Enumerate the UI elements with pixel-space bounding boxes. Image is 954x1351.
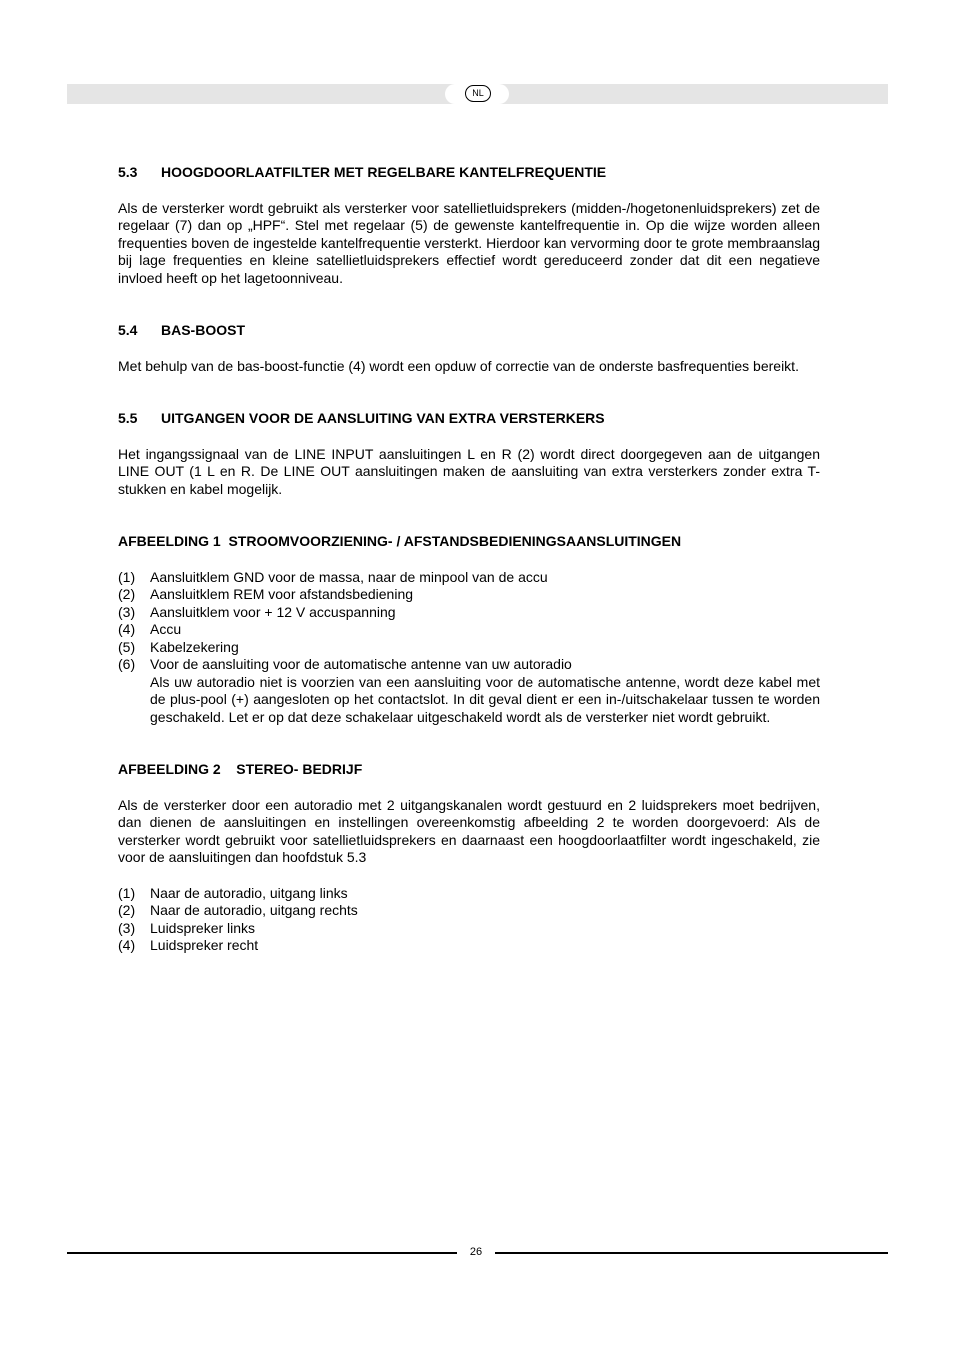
- list-item: [118, 604, 820, 622]
- item-text: Aansluitklem GND voor de massa, naar de minpool van de accu: [150, 568, 548, 585]
- item-note: Als uw autoradio niet is voorzien van een aansluiting voor de automatische antenne, wordt deze kabel met de plus-pool (+) aangesloten op het contactslot. In dit geval dient er een in-/uitschakelaar tussen te worden geschakeld. Let er op dat deze schakelaar uitgeschakeld wordt als de versterker niet wordt gebruikt.: [150, 673, 820, 725]
- language-badge: NL: [465, 85, 491, 102]
- section-heading-5-5: [118, 410, 820, 428]
- item-number: (4): [118, 621, 136, 637]
- section-heading-5-3: [118, 164, 820, 182]
- footer-rule-left: [67, 1252, 457, 1254]
- list-item: [118, 902, 820, 920]
- item-text: Accu: [150, 621, 182, 637]
- item-number: (3): [118, 603, 136, 620]
- section-title: UITGANGEN VOOR DE AANSLUITING VAN EXTRA VERSTERKERS: [161, 410, 605, 426]
- section-body-5-4: Met behulp van de bas-boost-functie (4) wordt een opduw of correctie van de onderste basfrequenties bereikt.: [118, 357, 799, 374]
- item-text: Naar de autoradio, uitgang links: [150, 884, 348, 901]
- footer-rule-right: [495, 1252, 888, 1254]
- section-body-5-5: Het ingangssignaal van de LINE INPUT aansluitingen L en R (2) wordt direct doorgegeven aan de uitgangen LINE OUT (1 L en R. De LINE OUT aansluitingen maken de aansluiting van extra versterkers zonder extra T-stukken en kabel mogelijk.: [118, 445, 820, 497]
- item-number: (1): [118, 568, 136, 585]
- item-number: (2): [118, 586, 136, 602]
- list-item: [118, 639, 820, 657]
- list-item: [118, 586, 820, 604]
- section-heading-5-4: [118, 322, 820, 340]
- item-text: Voor de aansluiting voor de automatische antenne van uw autoradio: [150, 656, 572, 672]
- item-text: Luidspreker recht: [150, 937, 259, 953]
- item-text: Kabelzekering: [150, 638, 239, 655]
- section-number: 5.3: [118, 164, 138, 180]
- list-item: [118, 920, 820, 938]
- item-number: (4): [118, 937, 136, 953]
- list-item: [118, 937, 820, 955]
- item-number: (3): [118, 919, 136, 936]
- item-text: Aansluitklem REM voor afstandsbediening: [150, 586, 414, 602]
- list-item: [118, 656, 820, 726]
- list-item: [118, 621, 820, 639]
- item-number: (5): [118, 638, 136, 655]
- item-text: Aansluitklem voor + 12 V accuspanning: [150, 603, 396, 620]
- item-text: Naar de autoradio, uitgang rechts: [150, 902, 358, 918]
- list-item: [118, 569, 820, 587]
- figure-2-body: Als de versterker door een autoradio met 2 uitgangskanalen wordt gestuurd en 2 luidsprekers moet bedrijven, dan dienen de aansluitingen en instellingen overeenkomstig afbeelding 2 te worden doorgevoerd: Als de versterker wordt gebruikt voor satellietluidsprekers en daarnaast een hoogdoorlaatfilter wordt ingeschakeld, zie voor de aansluitingen dan hoofdstuk 5.3: [118, 796, 820, 865]
- item-number: (2): [118, 902, 136, 918]
- section-body-5-3: Als de versterker wordt gebruikt als versterker voor satellietluidsprekers (midden-/hogetonenluidsprekers) zet de regelaar (7) dan op „HPF“. Stel met regelaar (5) de gewenste kantelfrequentie in. Op die wijze worden alleen frequenties boven de ingestelde kantelfrequentie versterkt. Hierdoor kan vervorming door te grote membraanslag bij lage frequenties en kleine satellietluidsprekers effectief wordt gereduceerd zonder dat dit een negatieve invloed heeft op het lagetoonniveau.: [118, 199, 820, 286]
- section-title: HOOGDOORLAATFILTER MET REGELBARE KANTELFREQUENTIE: [161, 164, 607, 180]
- section-number: 5.4: [118, 322, 138, 338]
- section-number: 5.5: [118, 410, 138, 426]
- section-title: BAS-BOOST: [161, 322, 245, 338]
- item-text: Luidspreker links: [150, 919, 256, 936]
- page-content: [118, 164, 820, 955]
- figure-2-list: [118, 885, 820, 955]
- figure-1-heading: AFBEELDING 1 STROOMVOORZIENING- / AFSTANDSBEDIENINGSAANSLUITINGEN: [118, 533, 682, 549]
- list-item: [118, 885, 820, 903]
- page-number: 26: [469, 1246, 483, 1258]
- figure-1-list: [118, 569, 820, 727]
- item-number: (6): [118, 656, 136, 672]
- figure-2-heading: AFBEELDING 2 STEREO- BEDRIJF: [118, 761, 363, 777]
- item-number: (1): [118, 884, 136, 901]
